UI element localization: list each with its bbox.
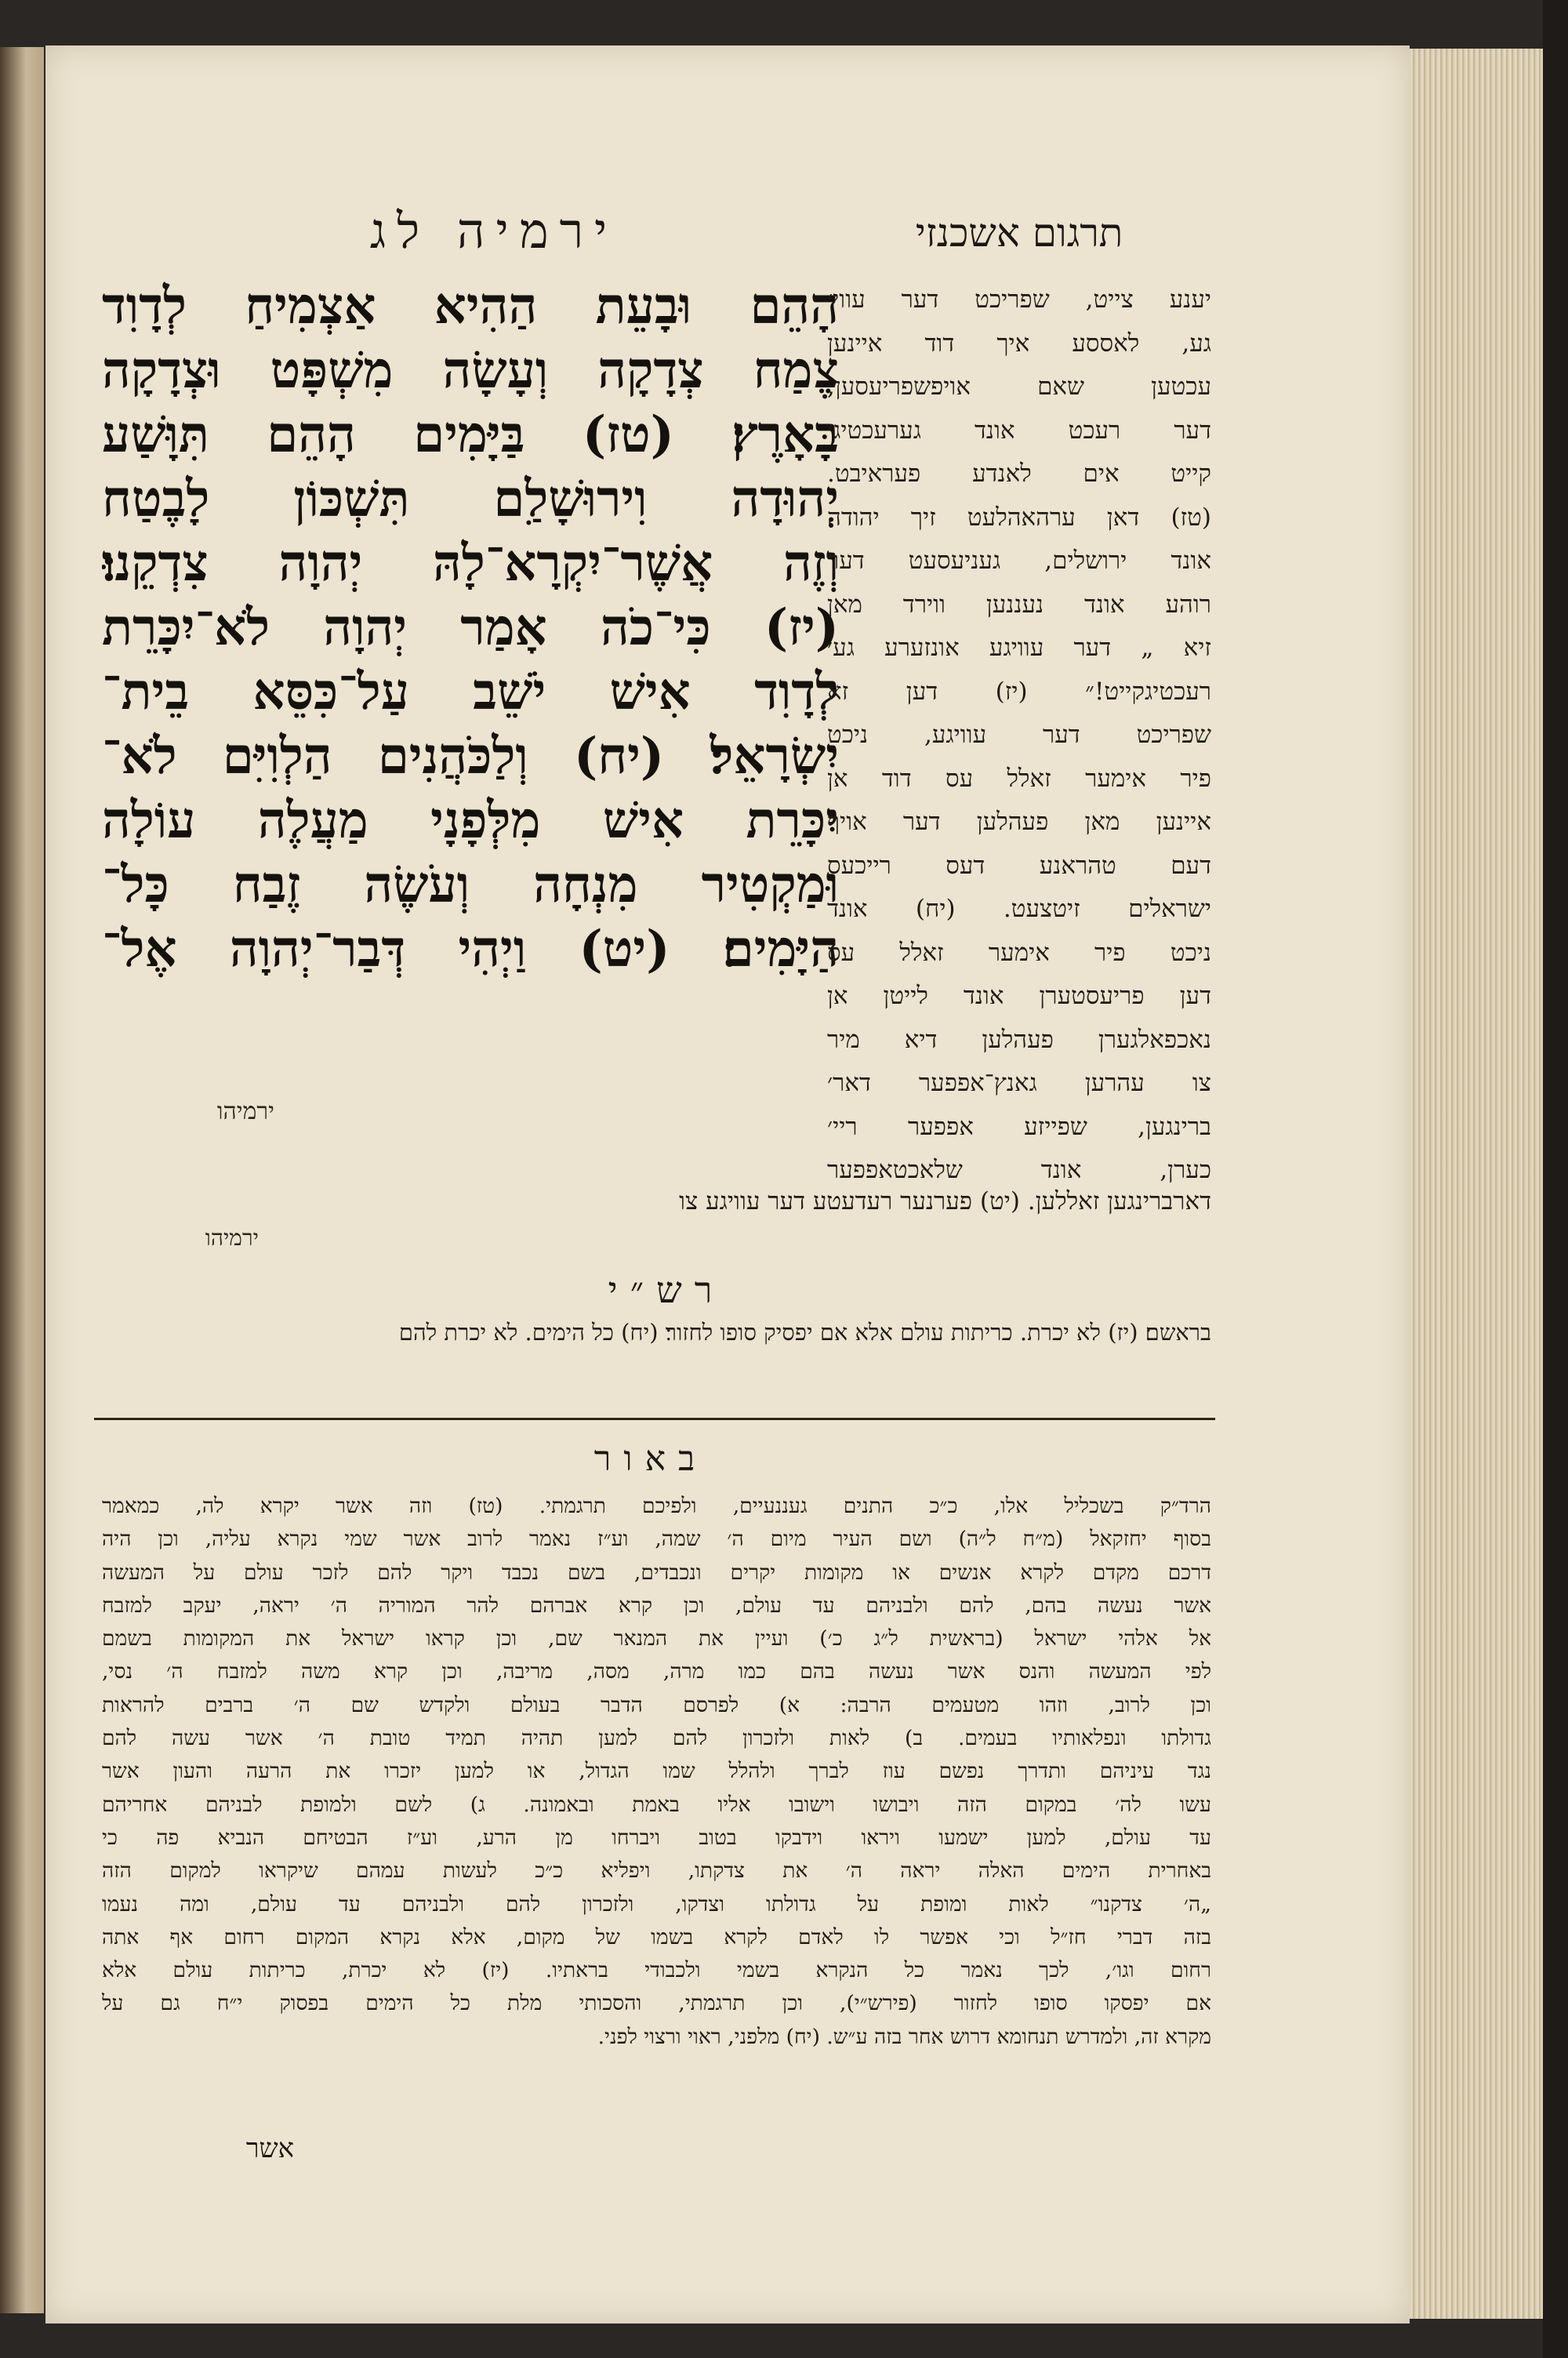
translation-line: איינען מאן פעהלען דער אויף [827, 808, 1211, 836]
biur-line: בסוף יחזקאל (מ״ח ל״ה) ושם העיר מיום ה׳ שמה, וע״ז נאמר לרוב אשר שמי נקרא עליה, וכן היה [102, 1527, 1211, 1552]
biur-line: עד עולם, למען ישמעו ויראו וידבקו בטוב ויברחו מן הרע, וע״ז הבטיחם הנביא פה כי [102, 1825, 1211, 1850]
biur-heading: באור [593, 1439, 708, 1479]
page-catchword: אשר [245, 2133, 294, 2164]
scripture-line: (יז) כִּי־כֹה אָמַר יְהוָה לֹא־יִכָּרֵת [102, 598, 839, 657]
scripture-line: וּמַקְטִיר מִנְחָה וְעֹשֶׂה זֶבַח כָּל־ [102, 856, 839, 914]
page-stack-edge [1410, 49, 1543, 2319]
translation-line: דער רעכט אונד גערעכטיג׳ [827, 416, 1211, 445]
biur-line: וכן לרוב, וזהו מטעמים הרבה: א) לפרסם הדבר בעולם ולקדש שם ה׳ ברבים להראות [102, 1692, 1211, 1717]
scripture-line: לְדָוִד אִישׁ יֹשֵׁב עַל־כִּסֵּא בֵית־ [102, 663, 839, 721]
translation-line: דען פריעסטערן אונד לייטן אן [827, 982, 1211, 1010]
translation-catchword: ירמיהו [205, 1225, 259, 1251]
scripture-line: הָהֵם וּבָעֵת הַהִיא אַצְמִיחַ לְדָוִד [102, 277, 839, 336]
translation-continuation: דארברינגען זאללען. (יט) פערנער רעדעטע דער עוויגע צו [679, 1187, 1211, 1215]
translation-line: יענע צייט, שפריכט דער עווי׳ [827, 285, 1211, 314]
translation-column [827, 278, 1211, 1193]
biur-line: אשר נעשה בהם, להם ולבניהם עד עולם, וכן קרא אברהם להר המוריה ה׳ יראה, יעקב למזבח [102, 1593, 1211, 1618]
scripture-catchword: ירמיהו [216, 1098, 274, 1125]
biur-line: הרד״ק בשכליל אלו, כ״כ התנים געננעיים, ולפיכם תרגמתי. (טז) וזה אשר יקרא לה, כמאמר [102, 1494, 1211, 1518]
section-divider [94, 1418, 1215, 1420]
biur-line: מקרא זה, ולמדרש תנחומא דרוש אחר בזה ע״ש. (יח) מלפני, ראוי ורצוי לפני. [597, 2024, 1211, 2049]
scripture-line: יִכָּרֵת אִישׁ מִלְּפָנָי מַעֲלֶה עוֹלָה [102, 791, 839, 850]
biur-line: אם יפסקו סופו לחזור (פירש״י), וכן תרגמתי, והסכותי מלת כל הימים בפסוק י״ח גם על [102, 1991, 1211, 2016]
biur-line: אל אלהי ישראל (בראשית ל״ג כ׳) ועיין את המנאר שם, וכן קראו ישראל את המקומות בשמם [102, 1626, 1211, 1651]
biur-commentary [102, 1490, 1211, 2054]
translation-line: ישראלים זיטצעט. (יח) אונד [827, 895, 1211, 923]
biur-line: „ה׳ צדקנו״ לאות ומופת על גדולתו וצדקו, ולזכרון להם ולבניהם עד עולם, ומה נעמו [102, 1891, 1211, 1917]
translation-line: זיא „ דער עוויגע אונזערע גע׳ [827, 634, 1211, 662]
running-header-translation: תרגום אשכנזי [915, 210, 1123, 256]
translation-line: קייט אים לאנדע פעראיבט. [827, 460, 1211, 488]
translation-line: שפריכט דער עוויגע, ניכט [827, 721, 1211, 749]
translation-line: כערן, אונד שלאכטאפפער [827, 1156, 1211, 1184]
biur-line: עשו לה׳ במקום הזה ויבושו וישובו אליו באמת ובאמונה. ג) לשם ולמופת לבניהם אחריהם [102, 1792, 1211, 1817]
translation-line: ניכט פיר אימער זאלל עס [827, 938, 1211, 967]
left-page-edge [0, 47, 44, 2313]
biur-line: גדולתו ונפלאותיו בעמים. ב) לאות ולזכרון להם למען תהיה תמיד טובת ה׳ אשר עשה להם [102, 1726, 1211, 1751]
scripture-line: הַיָּמִים׃ (יט) וַיְהִי דְּבַר־יְהוָה אֶל־ [102, 920, 839, 979]
translation-line: (טז) דאן ערהאהלעט זיך יהודה [827, 503, 1211, 532]
biur-line: נגד עיניהם ותדרך נפשם עוז לברך ולהלל שמו הגדול, או למען יזכרו את הרעה והעון אשר [102, 1759, 1211, 1784]
translation-line: נאכפאלגערן פעהלען דיא מיר [827, 1025, 1211, 1054]
translation-line: עכטען שאם אויפשפריעסען, [827, 372, 1211, 401]
running-header-book-chapter: ירמיה לג [369, 202, 619, 260]
biur-line: לפי המעשה והנס אשר נעשה בהם כמו מרה, מסה, מריבה, וכן קרא משה למזבח ה׳ נסי, [102, 1659, 1211, 1684]
biur-line: באחרית הימים האלה יראה ה׳ את צדקתו, ויפליא כ״כ לעשות עמהם שיקראו למקום הזה [102, 1858, 1211, 1884]
translation-line: רוהע אונד נעננען ווירד מאן [827, 590, 1211, 619]
rashi-commentary: בראשם׃ (יז) לא יכרת. כריתות עולם אלא אם יפסיק סופו לחזור׃ (יח) כל הימים. לא יכרת להם [398, 1319, 1211, 1346]
biur-line: בזה דברי חז״ל וכי אפשר לו לאדם לקרא בשמו של מקום, אלא נקרא המקום רחום אף אתה [102, 1924, 1211, 1949]
scripture-column [102, 274, 839, 982]
translation-line: פיר אימער זאלל עס דוד אן [827, 764, 1211, 793]
translation-line: רעכטיגקייט!״ (יז) דען זא [827, 677, 1211, 706]
scripture-line: בָּאָרֶץ׃ (טז) בַּיָּמִים הָהֵם תִּוָּשַׁע [102, 405, 839, 464]
background-strip [1543, 0, 1568, 2358]
scripture-line: צֶמַח צְדָקָה וְעָשָׂה מִשְׁפָּט וּצְדָקָה [102, 341, 839, 400]
translation-line: גע, לאססע איך דוד איינען [827, 329, 1211, 358]
scripture-line: וְזֶה אֲשֶׁר־יִקְרָא־לָהּ יְהוָה צִדְקֵנוּ׃ [102, 534, 839, 593]
translation-line: אונד ירושלים, געניעסעט דער [827, 547, 1211, 575]
scripture-line: יִשְׂרָאֵל׃ (יח) וְלַכֹּהֲנִים הַלְוִיִּם לֹא־ [102, 727, 839, 786]
rashi-heading: רש״י [608, 1269, 725, 1311]
scripture-line: יְהוּדָה וִירוּשָׁלַ͏ִם תִּשְׁכּוֹן לָבֶטַח [102, 470, 839, 529]
translation-line: דעם טהראנע דעס רייכעס [827, 851, 1211, 880]
translation-line: ברינגען, שפייזע אפפער ריי׳ [827, 1112, 1211, 1141]
biur-line: דרכם מקדם לקרא אנשים או מקומות יקרים ונכבדים, בשם נכבד ויקר להם לזכר עולם על המעשה [102, 1560, 1211, 1585]
biur-line: רחום וגו׳, לכך נאמר כל הנקרא בשמי ולכבודי בראתיו. (יז) לא יכרת, כריתות עולם אלא [102, 1958, 1211, 1983]
translation-line: צו עהרען גאנץ־אפפער דאר׳ [827, 1069, 1211, 1097]
